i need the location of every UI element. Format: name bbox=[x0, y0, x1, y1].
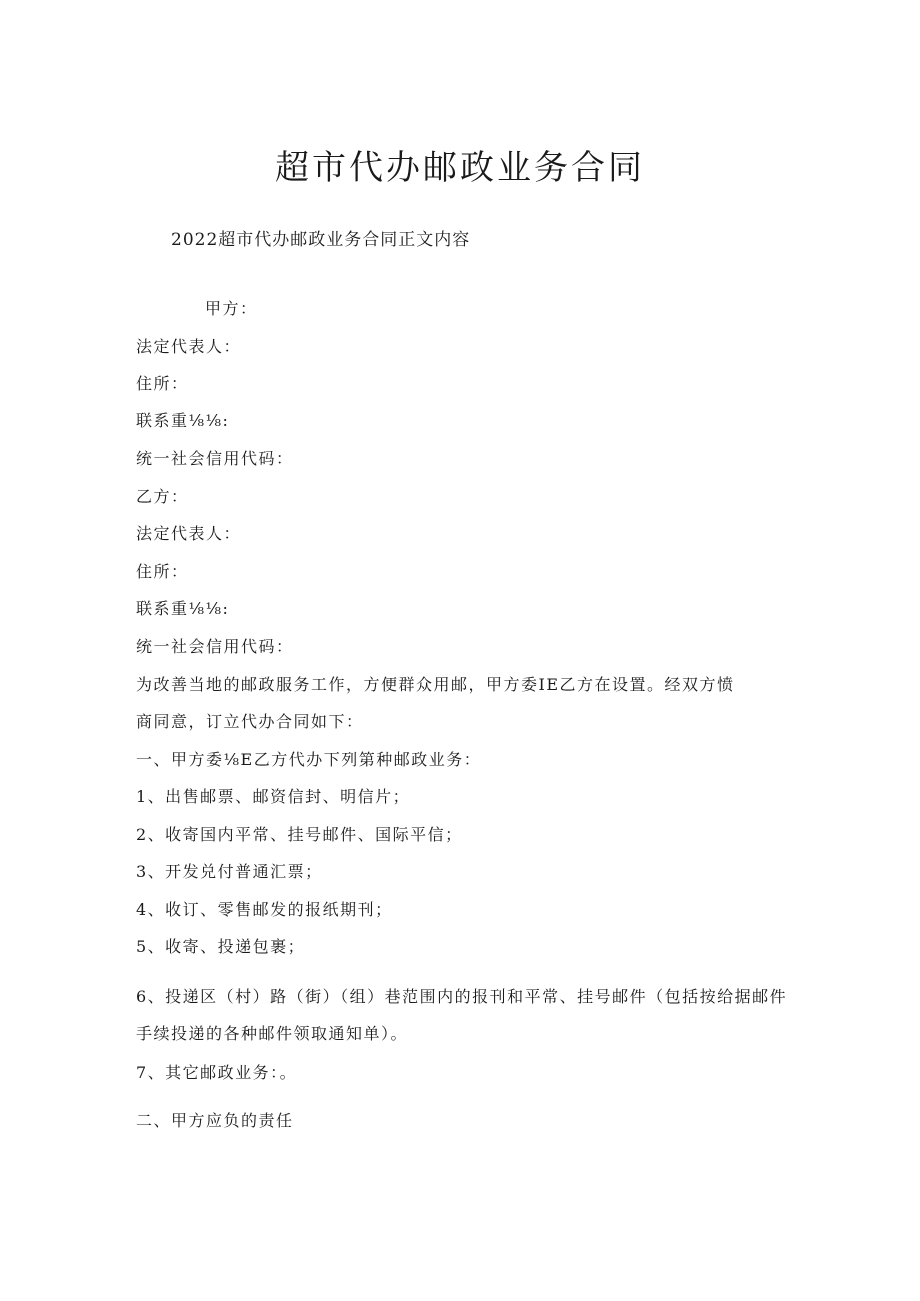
clause-1-item-5: 5、收寄、投递包裹； bbox=[136, 937, 306, 956]
party-a-credit-code: 统一社会信用代码： bbox=[136, 449, 294, 468]
party-a-address: 住所： bbox=[136, 374, 189, 393]
preamble-line-1: 为改善当地的邮政服务工作，方便群众用邮，甲方委IE乙方在设置。经双方愤 bbox=[136, 675, 735, 694]
party-b-address: 住所： bbox=[136, 562, 189, 581]
clause-1-item-4: 4、收订、零售邮发的报纸期刊； bbox=[136, 900, 393, 919]
party-b-credit-code: 统一社会信用代码： bbox=[136, 637, 294, 656]
clause-1-heading: 一、甲方委⅛E乙方代办下列第种邮政业务： bbox=[136, 750, 482, 769]
clause-2-heading: 二、甲方应负的责任 bbox=[136, 1111, 294, 1130]
party-b-contact: 联系重⅛⅛: bbox=[136, 599, 230, 618]
clause-1-item-6-line-2: 手续投递的各种邮件领取通知单）。 bbox=[136, 1024, 409, 1043]
clause-1-item-6-line-1: 6、投递区（村）路（街）（组）巷范围内的报刊和平常、挂号邮件（包括按给据邮件 bbox=[136, 987, 788, 1006]
clause-1-item-7: 7、其它邮政业务：。 bbox=[136, 1063, 298, 1082]
party-a-label: 甲方： bbox=[205, 299, 258, 318]
clause-1-item-1: 1、出售邮票、邮资信封、明信片； bbox=[136, 787, 411, 806]
preamble-line-2: 商同意，订立代办合同如下： bbox=[136, 712, 364, 731]
party-b-legal-representative: 法定代表人： bbox=[136, 524, 242, 543]
document-subtitle: 2022超市代办邮政业务合同正文内容 bbox=[171, 230, 471, 250]
clause-1-item-2: 2、收寄国内平常、挂号邮件、国际平信； bbox=[136, 825, 463, 844]
clause-1-item-3: 3、开发兑付普通汇票； bbox=[136, 862, 323, 881]
party-a-contact: 联系重⅛⅛: bbox=[136, 411, 230, 430]
document-title: 超市代办邮政业务合同 bbox=[275, 148, 645, 188]
party-b-label: 乙方： bbox=[136, 487, 189, 506]
party-a-legal-representative: 法定代表人： bbox=[136, 337, 242, 356]
